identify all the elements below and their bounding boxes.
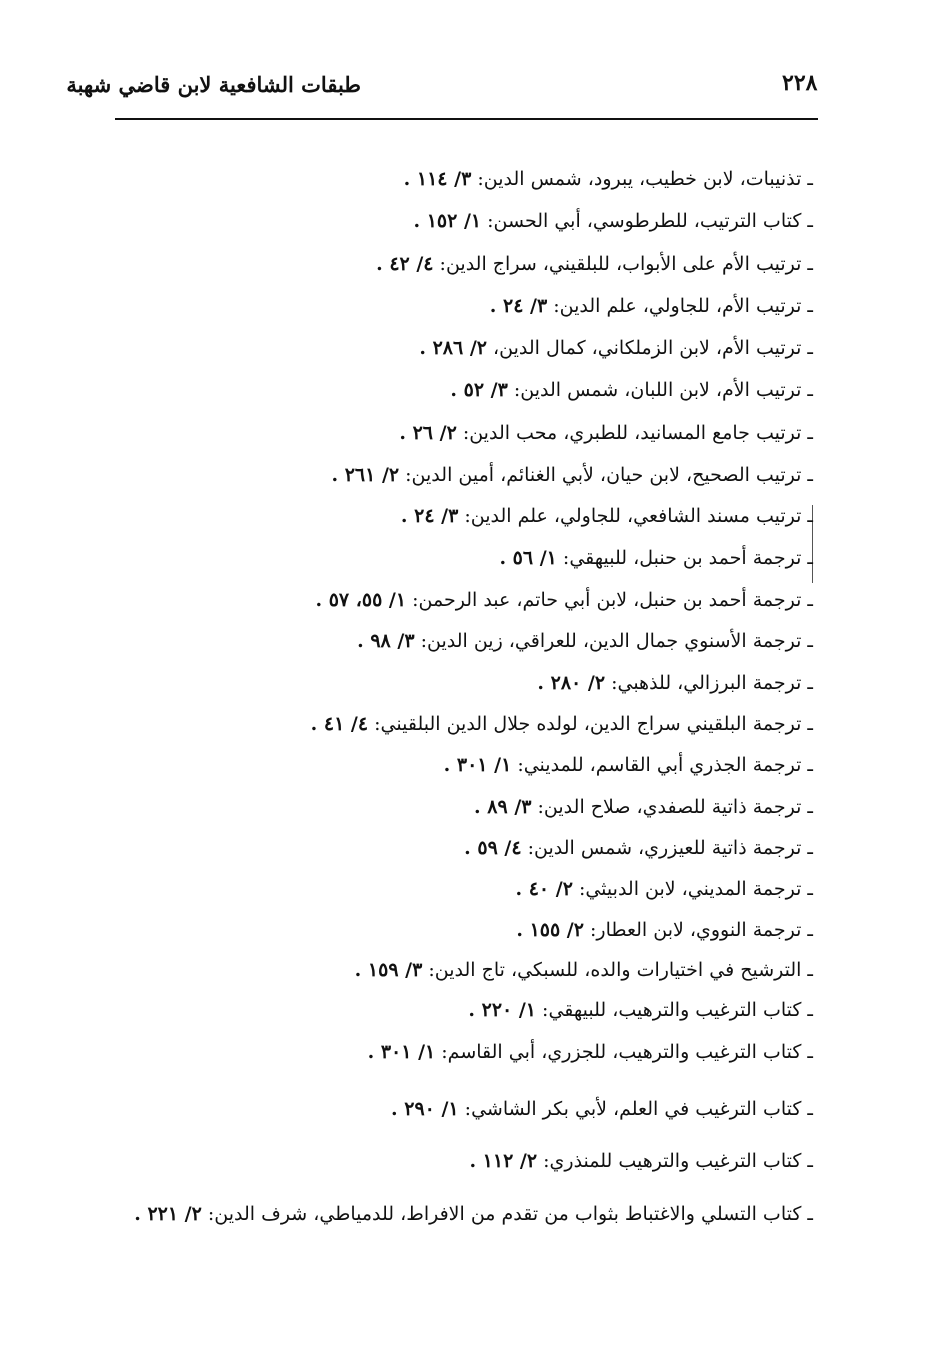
index-entry [468, 996, 813, 1024]
entry-reference: ٢/ ٢٦١ . [331, 464, 400, 486]
entry-title: ـ كتاب التسلي والاغتباط بثواب من تقدم من الافراط، للدمياطي، شرف الدين: [201, 1203, 813, 1225]
entry-reference: ١/ ١٥٢ . [413, 210, 482, 232]
entry-title: ـ ترتيب الصحيح، لابن حيان، لأبي الغنائم، أمين الدين: [399, 464, 813, 486]
entry-reference: ٣/ ٢٤ . [400, 505, 459, 527]
index-entry [391, 1095, 813, 1123]
entry-reference: ٢/ ٢٨٦ . [419, 337, 487, 359]
index-entry [399, 419, 813, 447]
entry-reference: ٢/ ٤٠ . [515, 878, 573, 900]
index-entry [311, 710, 813, 738]
index-entry [469, 1147, 813, 1175]
index-entry [357, 627, 813, 655]
entry-reference: ٣/ ٢٤ . [489, 295, 548, 317]
index-entry [413, 207, 813, 235]
running-title: طبقات الشافعية لابن قاضي شهبة [66, 72, 361, 97]
entry-title: ـ ترجمة ذاتية للصفدي، صلاح الدين: [531, 796, 813, 818]
entry-title: ـ ترجمة الجذري أبي القاسم، للمديني: [511, 754, 813, 776]
index-entry [376, 250, 813, 278]
entry-reference: ١/ ٣٠١ . [367, 1041, 436, 1063]
entry-reference: ٣/ ١١٤ . [403, 168, 472, 190]
entry-title: ـ ترجمة الأسنوي جمال الدين، للعراقي، زين الدين: [414, 630, 813, 652]
entry-reference: ٢/ ٢٦ . [399, 422, 457, 444]
page-number: ٢٢٨ [782, 70, 818, 96]
entry-title: ـ ترتيب الأم، للجاولي، علم الدين: [547, 295, 813, 317]
entry-title: ـ ترجمة البلقيني سراج الدين، لولده جلال الدين البلقيني: [368, 713, 813, 735]
index-entry [404, 165, 813, 193]
index-entry [444, 751, 813, 779]
entry-title: ـ ترجمة أحمد بن حنبل، لابن أبي حاتم، عبد الرحمن: [406, 589, 813, 611]
entry-title: ـ ترتيب مسند الشافعي، للجاولي، علم الدين: [458, 505, 813, 527]
entry-reference: ٢/ ٢٢١ . [134, 1203, 202, 1225]
entry-reference: ١/ ٥٦ . [499, 547, 557, 569]
entry-reference: ٣/ ١٥٩ . [354, 959, 423, 981]
entry-reference: ١/ ٢٩٠ . [391, 1098, 459, 1120]
entry-title: ـ ترتيب الأم، لابن اللبان، شمس الدين: [507, 379, 813, 401]
entry-title: ـ ترجمة المديني، لابن الدبيثي: [572, 878, 813, 900]
index-entry [368, 1038, 813, 1066]
entry-title: ـ ترتيب الأم، لابن الزملكاني، كمال الدين، [487, 337, 813, 359]
entry-title: ـ كتاب الترغيب في العلم، لأبي بكر الشاشي: [458, 1098, 813, 1120]
entry-title: ـ تذنيبات، لابن خطيب، يبرود، شمس الدين: [471, 168, 813, 190]
entry-reference: ٣/ ٩٨ . [357, 630, 415, 652]
index-entry [401, 502, 813, 530]
entry-title: ـ ترجمة أحمد بن حنبل، للبيهقي: [556, 547, 813, 569]
entry-reference: ٤/ ٤٢ . [376, 253, 434, 275]
entry-title: ـ كتاب الترتيب، للطرطوسي، أبي الحسن: [481, 210, 813, 232]
entry-reference: ٢/ ١٥٥ . [516, 919, 584, 941]
entry-title: ـ ترجمة ذاتية للعيزري، شمس الدين: [521, 837, 813, 859]
index-entry [490, 292, 813, 320]
entry-reference: ٢/ ٢٨٠ . [537, 672, 606, 694]
index-entry [516, 916, 813, 944]
index-entry [464, 834, 813, 862]
entry-reference: ٣/ ٥٢ . [450, 379, 508, 401]
index-entry [315, 586, 813, 614]
index-entry [537, 669, 813, 697]
entry-reference: ١/ ٥٥، ٥٧ . [315, 589, 407, 611]
entry-title: ـ كتاب الترغيب والترهيب، للبيهقي: [536, 999, 813, 1021]
entry-title: ـ ترجمة النووي، لابن العطار: [583, 919, 813, 941]
index-entry [123, 1194, 813, 1234]
index-entry [474, 793, 813, 821]
entry-title: ـ ترتيب الأم على الأبواب، للبلقيني، سراج الدين: [433, 253, 813, 275]
entry-reference: ٢/ ١١٢ . [469, 1150, 538, 1172]
entry-reference: ١/ ٣٠١ . [443, 754, 512, 776]
index-entry [499, 544, 813, 572]
entry-reference: ٤/ ٤١ . [310, 713, 369, 735]
entry-reference: ١/ ٢٢٠ . [468, 999, 537, 1021]
entry-reference: ٣/ ٨٩ . [474, 796, 532, 818]
index-entry [419, 334, 813, 362]
entry-title: ـ الترشيح في اختيارات والده، للسبكي، تاج الدين: [422, 959, 813, 981]
entry-reference: ٤/ ٥٩ . [464, 837, 522, 859]
entry-title: ـ كتاب الترغيب والترهيب، للجزري، أبي القاسم: [435, 1041, 813, 1063]
index-entry [355, 956, 813, 984]
index-entry [515, 875, 813, 903]
entry-title: ـ ترتيب جامع المسانيد، للطبري، محب الدين: [456, 422, 813, 444]
index-entry [450, 376, 813, 404]
index-entry [331, 461, 813, 489]
entry-title: ـ كتاب الترغيب والترهيب للمنذري: [537, 1150, 813, 1172]
entry-title: ـ ترجمة البرزالي، للذهبي: [605, 672, 813, 694]
